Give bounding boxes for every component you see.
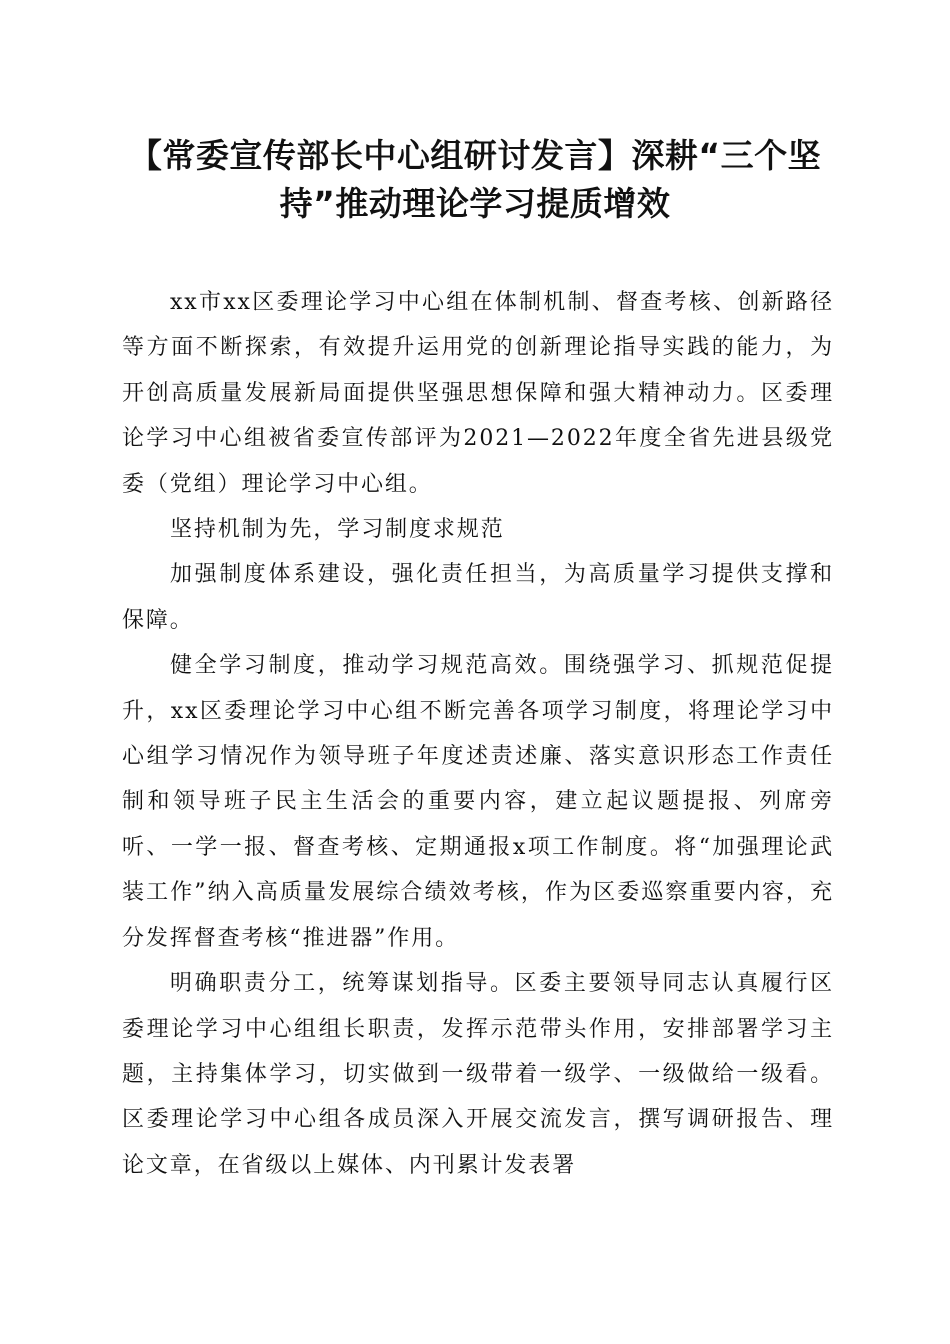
document-body <box>122 280 834 1188</box>
paragraph-system-building: 加强制度体系建设，强化责任担当，为高质量学习提供支撑和保障。 <box>122 562 834 633</box>
section-heading: 坚持机制为先，学习制度求规范 <box>170 517 505 543</box>
paragraph-responsibilities: 明确职责分工，统筹谋划指导。区委主要领导同志认真履行区委理论学习中心组组长职责，发挥示范带头作用，安排部署学习主题，主持集体学习，切实做到一级带着一级学、一级做给一级看。区委理论学习中心组各成员深入开展交流发言，撰写调研报告、理论文章，在省级以上媒体、内刊累计发表署 <box>122 971 834 1178</box>
paragraph-intro: xx市xx区委理论学习中心组在体制机制、督查考核、创新路径等方面不断探索，有效提升运用党的创新理论指导实践的能力，为开创高质量发展新局面提供坚强思想保障和强大精神动力。区委理论学习中心组被省委宣传部评为2021—2022年度全省先进县级党委（党组）理论学习中心组。 <box>122 290 834 497</box>
document-title: 【常委宣传部长中心组研讨发言】深耕“三个坚持”推动理论学习提质增效 <box>128 136 822 223</box>
paragraph-study-rules: 健全学习制度，推动学习规范高效。围绕强学习、抓规范促提升，xx区委理论学习中心组不断完善各项学习制度，将理论学习中心组学习情况作为领导班子年度述责述廉、落实意识形态工作责任制和领导班子民主生活会的重要内容，建立起议题提报、列席旁听、一学一报、督查考核、定期通报x项工作制度。将“加强理论武装工作”纳入高质量发展综合绩效考核，作为区委巡察重要内容，充分发挥督查考核“推进器”作用。 <box>122 653 834 951</box>
